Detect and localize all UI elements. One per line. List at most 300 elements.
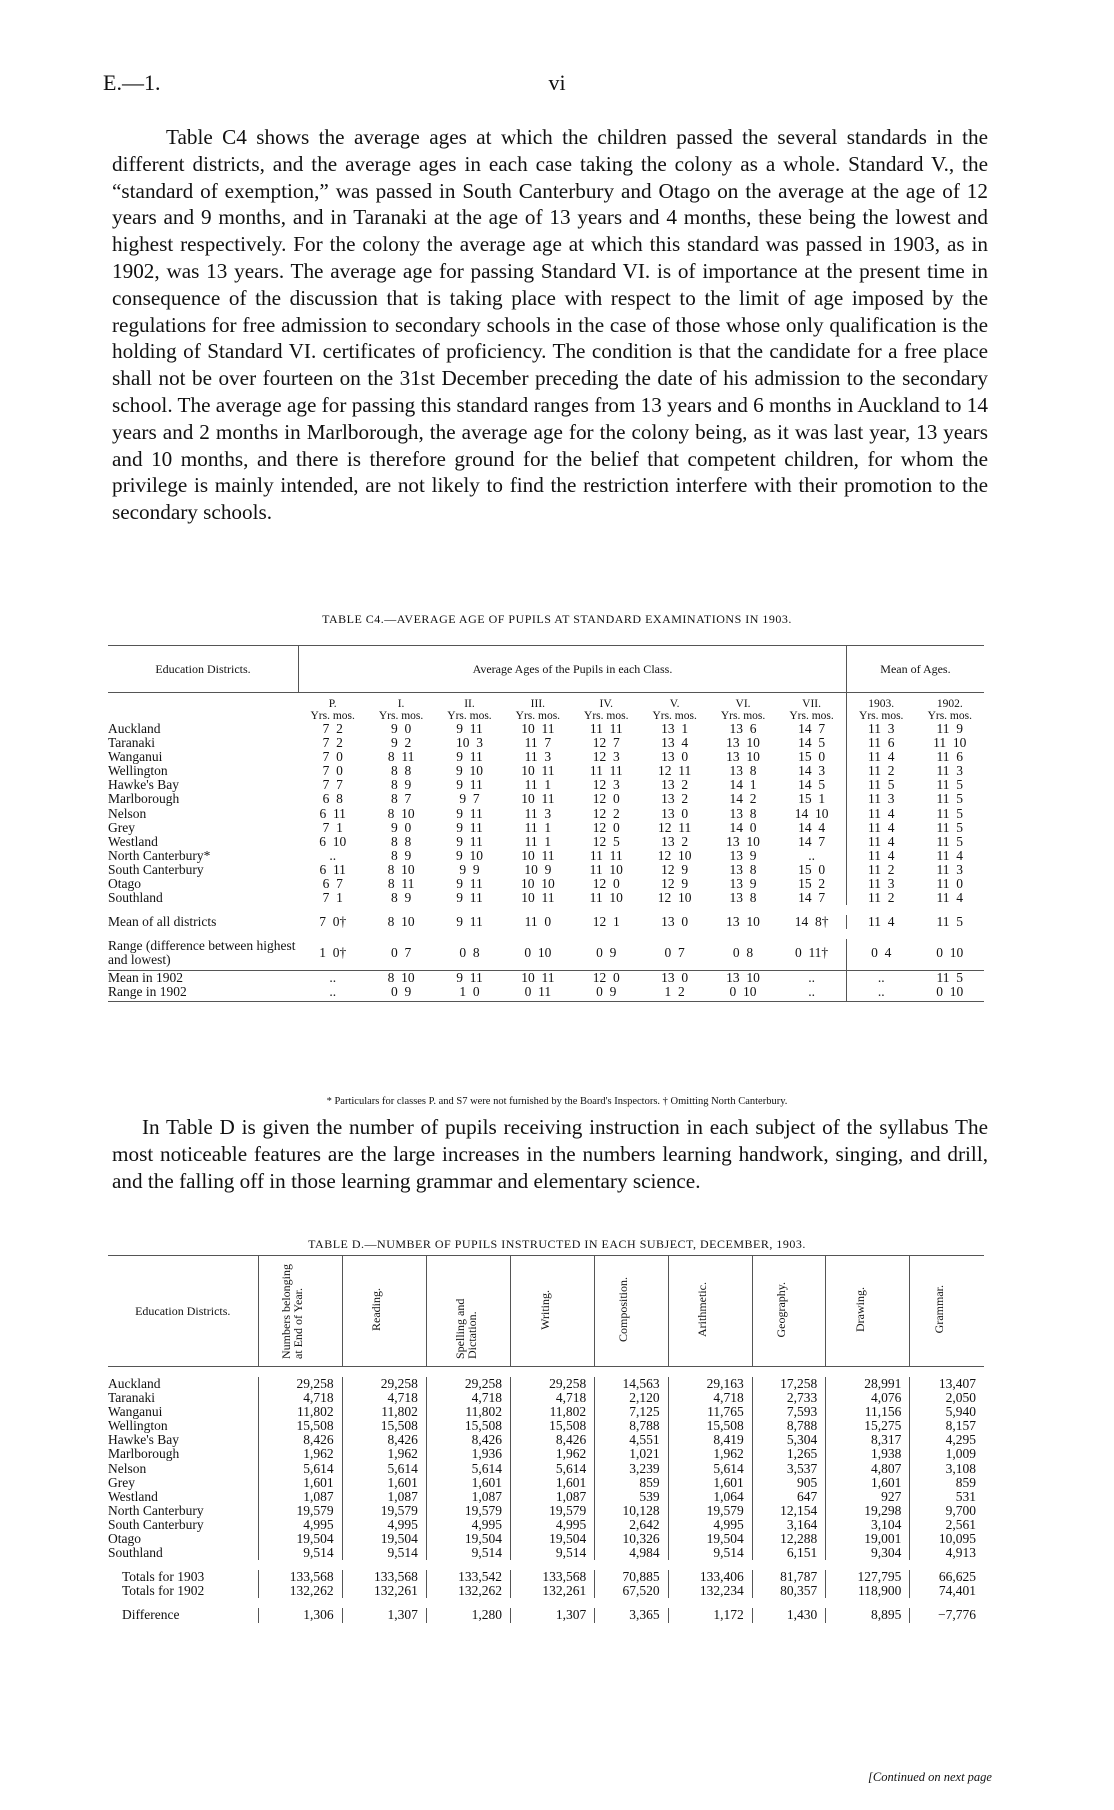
count-cell: 28,991 xyxy=(826,1377,910,1391)
age-cell: 9 0 xyxy=(390,819,412,835)
age-cell: 13 0 xyxy=(661,749,689,765)
age-cell: 15 0 xyxy=(798,861,826,877)
table-row xyxy=(108,807,984,821)
count-cell: 2,050 xyxy=(910,1391,984,1405)
count-cell: 6,151 xyxy=(752,1546,825,1560)
class-name: III. xyxy=(530,698,546,710)
count-cell: 7,593 xyxy=(752,1405,825,1419)
age-cell: 0 4 xyxy=(846,939,915,970)
count-cell: 1,962 xyxy=(258,1447,342,1461)
count-cell: 3,239 xyxy=(595,1462,668,1476)
age-cell: 11 5 xyxy=(936,777,964,793)
age-cell: 8 8 xyxy=(390,763,412,779)
table-row xyxy=(108,750,984,764)
count-cell: 3,104 xyxy=(826,1518,910,1532)
age-cell: 12 1 xyxy=(592,914,620,930)
table-row xyxy=(108,863,984,877)
count-cell: 9,700 xyxy=(910,1504,984,1518)
district-name: Grey xyxy=(108,1474,135,1490)
age-cell: 11 11 xyxy=(589,721,623,736)
age-cell: 9 11 xyxy=(456,914,483,930)
age-cell: 12 11 xyxy=(658,819,692,835)
count-cell: 132,234 xyxy=(668,1584,752,1598)
age-cell: .. xyxy=(329,969,337,985)
district-name: Westland xyxy=(108,1488,158,1504)
count-cell: 859 xyxy=(595,1476,668,1490)
table-row xyxy=(108,849,984,863)
count-cell: 14,563 xyxy=(595,1377,668,1391)
count-cell: 4,295 xyxy=(910,1433,984,1447)
district-name: South Canterbury xyxy=(108,861,204,877)
subject-header-label: Reading. xyxy=(369,1287,384,1331)
count-cell: 12,154 xyxy=(752,1504,825,1518)
age-cell: 8 11 xyxy=(387,749,415,765)
age-cell: 12 0 xyxy=(592,969,620,985)
count-cell: 531 xyxy=(910,1490,984,1504)
count-cell: 8,788 xyxy=(595,1419,668,1433)
age-cell: 0 10 xyxy=(916,985,984,1002)
age-cell: 1 0† xyxy=(299,939,367,970)
age-cell: 13 0 xyxy=(661,914,689,930)
table-row xyxy=(108,1476,984,1490)
count-cell: 127,795 xyxy=(826,1570,910,1584)
age-cell: .. xyxy=(777,985,846,1002)
age-cell: 14 10 xyxy=(794,805,829,821)
count-cell: 15,508 xyxy=(426,1419,510,1433)
age-cell: 11 10 xyxy=(589,890,623,906)
table-row xyxy=(108,1419,984,1433)
count-cell: 19,579 xyxy=(668,1504,752,1518)
count-cell: 9,514 xyxy=(511,1546,595,1560)
class-header-cell xyxy=(299,693,367,723)
count-cell: 8,426 xyxy=(426,1433,510,1447)
count-cell: 1,087 xyxy=(342,1490,426,1504)
count-cell: 19,001 xyxy=(826,1532,910,1546)
age-cell: 0 8 xyxy=(435,939,503,970)
age-cell: 11 5 xyxy=(936,914,964,930)
count-cell: 1,938 xyxy=(826,1447,910,1461)
age-cell: 0 10 xyxy=(504,939,572,970)
age-cell: 13 2 xyxy=(661,777,689,793)
count-cell: 5,614 xyxy=(426,1462,510,1476)
count-cell: 1,962 xyxy=(668,1447,752,1461)
table-row xyxy=(108,970,984,985)
table-row xyxy=(108,891,984,905)
age-cell: 11 11 xyxy=(589,847,623,863)
count-cell: 11,802 xyxy=(426,1405,510,1419)
subject-header-label: Arithmetic. xyxy=(695,1281,710,1337)
age-cell: 7 0 xyxy=(322,749,343,765)
table-row xyxy=(108,1584,984,1598)
class-name: II. xyxy=(464,698,475,710)
age-cell: 0 9 xyxy=(572,985,640,1002)
count-cell: 8,426 xyxy=(258,1433,342,1447)
subject-header-cell xyxy=(668,1256,752,1367)
count-cell: 1,087 xyxy=(511,1490,595,1504)
class-units: Yrs. mos. xyxy=(584,709,629,722)
count-cell: 1,087 xyxy=(258,1490,342,1504)
class-name: I. xyxy=(397,698,405,710)
header-average-ages: Average Ages of the Pupils in each Class. xyxy=(299,646,847,693)
age-cell: 6 11 xyxy=(319,861,346,877)
age-cell: 13 0 xyxy=(661,969,689,985)
count-cell: 133,568 xyxy=(258,1570,342,1584)
age-cell: 13 10 xyxy=(726,749,760,765)
count-cell: 1,265 xyxy=(752,1447,825,1461)
age-cell: 6 8 xyxy=(322,791,343,807)
age-cell: 12 11 xyxy=(658,763,692,779)
count-cell: 132,261 xyxy=(342,1584,426,1598)
age-cell: 11 3 xyxy=(524,805,552,821)
age-cell: 11 10 xyxy=(933,735,967,751)
age-cell: 6 10 xyxy=(319,833,347,849)
age-cell: 0 11† xyxy=(777,939,846,970)
class-header-cell xyxy=(367,693,435,723)
count-cell: 4,718 xyxy=(258,1391,342,1405)
count-cell: 4,718 xyxy=(668,1391,752,1405)
age-cell: 11 3 xyxy=(936,861,964,877)
subject-header-cell xyxy=(426,1256,510,1367)
table-row xyxy=(108,877,984,891)
subject-header-cell xyxy=(342,1256,426,1367)
class-units: Yrs. mos. xyxy=(515,709,561,722)
age-cell: 11 9 xyxy=(936,721,964,736)
count-cell: 19,298 xyxy=(826,1504,910,1518)
count-cell: 29,163 xyxy=(668,1377,752,1391)
district-name: Wellington xyxy=(108,1418,168,1434)
count-cell: 9,514 xyxy=(668,1546,752,1560)
count-cell: 8,419 xyxy=(668,1433,752,1447)
age-cell: 13 9 xyxy=(729,847,757,863)
age-cell: 0 7 xyxy=(640,939,708,970)
age-cell: 11 7 xyxy=(524,735,552,751)
age-cell: 9 10 xyxy=(455,847,483,863)
count-cell: 11,802 xyxy=(342,1405,426,1419)
age-cell: 11 6 xyxy=(936,749,964,765)
age-cell: 9 7 xyxy=(459,791,480,807)
class-units: Yrs. mos. xyxy=(378,709,424,722)
count-cell: 133,568 xyxy=(511,1570,595,1584)
age-cell: 12 5 xyxy=(592,833,620,849)
district-name: Auckland xyxy=(108,1376,161,1391)
age-cell: 11 0 xyxy=(524,914,552,930)
district-name: Marlborough xyxy=(108,1446,180,1462)
subject-header-cell xyxy=(752,1256,825,1367)
count-cell: 3,108 xyxy=(910,1462,984,1476)
count-cell: 3,365 xyxy=(595,1608,668,1622)
table-c4 xyxy=(108,645,984,1002)
count-cell: 11,765 xyxy=(668,1405,752,1419)
age-cell: 13 10 xyxy=(726,735,760,751)
table-c4-footnote: * Particulars for classes P. and S7 were not furnished by the Board's Inspectors. † Omitting North Canterbury. xyxy=(326,1096,788,1107)
count-cell: 4,718 xyxy=(426,1391,510,1405)
table-row xyxy=(108,1433,984,1447)
count-cell: 19,504 xyxy=(668,1532,752,1546)
count-cell: 1,601 xyxy=(426,1476,510,1490)
age-cell: 10 11 xyxy=(521,721,555,736)
row-label: Mean of all districts xyxy=(108,914,217,930)
age-cell: 12 10 xyxy=(657,890,692,906)
age-cell: 11 4 xyxy=(846,750,915,764)
count-cell: 74,401 xyxy=(910,1584,984,1598)
age-cell: 7 7 xyxy=(322,777,343,793)
age-cell: 8 8 xyxy=(390,833,412,849)
age-cell: 13 10 xyxy=(726,969,760,985)
count-cell: 133,542 xyxy=(426,1570,510,1584)
table-row xyxy=(108,1546,984,1560)
age-cell: 14 5 xyxy=(798,777,826,793)
age-cell: .. xyxy=(808,969,815,985)
count-cell: 1,936 xyxy=(426,1447,510,1461)
age-cell: .. xyxy=(846,970,915,985)
age-cell: 15 1 xyxy=(798,791,826,807)
age-cell: 8 11 xyxy=(387,876,415,892)
age-cell: 11 5 xyxy=(936,833,964,849)
count-cell: 1,306 xyxy=(258,1608,342,1622)
age-cell: 9 9 xyxy=(459,861,480,877)
age-cell: 11 2 xyxy=(846,764,915,778)
age-cell: 0 9 xyxy=(572,939,640,970)
district-name: Grey xyxy=(108,819,135,835)
row-label: Totals for 1903 xyxy=(122,1569,205,1585)
age-cell: .. xyxy=(299,985,367,1002)
table-row xyxy=(108,1532,984,1546)
district-name: Auckland xyxy=(108,721,161,736)
paragraph-text: Table C4 shows the average ages at which the children passed the several standards in the different districts, and the average ages in each case taking the colony as a whole. Standard V., the “standard of exemption,” was passed in South Canterbury and Otago on the average at the age of 12 years and 9 months, and in Taranaki at the age of 13 years and 4 months, these being the lowest and highest respectively. For the colony the average age at which this standard was passed in 1903, as in 1902, was 13 years. The average age for passing Standard VI. is of importance at the present time in consequence of the discussion that is taking place with respect to the limit of age imposed by the regulations for free admission to secondary schools in the case of those whose only qualification is the holding of Standard VI. certificates of proficiency. The condition is that the candidate for a free place shall not be over fourteen on the 31st December preceding the date of his admission to the secondary school. The average age for passing this standard ranges from 13 years and 6 months in Auckland to 14 years and 2 months in Marlborough, the average age for the colony being, as it was last year, 13 years and 10 months, and there is therefore ground for the belief that competent children, for whom the privilege is mainly intended, are not likely to find the restriction interfere with their promotion to the secondary schools. xyxy=(112,125,988,525)
count-cell: 2,733 xyxy=(752,1391,825,1405)
age-cell: 8 10 xyxy=(387,805,415,821)
count-cell: 4,807 xyxy=(826,1462,910,1476)
age-cell: 11 3 xyxy=(524,749,552,765)
age-cell: 13 8 xyxy=(729,861,757,877)
continued-note: [Continued on next page xyxy=(868,1770,992,1784)
age-cell: 11 4 xyxy=(936,847,964,863)
age-cell: 11 5 xyxy=(846,778,915,792)
count-cell: 4,718 xyxy=(342,1391,426,1405)
table-row xyxy=(108,915,984,929)
class-units: Yrs. mos. xyxy=(927,709,972,722)
age-cell: 11 5 xyxy=(936,805,964,821)
class-header-cell xyxy=(916,693,984,723)
age-cell: 14 8† xyxy=(794,914,829,930)
count-cell: 10,326 xyxy=(595,1532,668,1546)
class-header-cell xyxy=(846,693,915,723)
age-cell: 11 4 xyxy=(846,807,915,821)
count-cell: 15,508 xyxy=(342,1419,426,1433)
count-cell: 10,128 xyxy=(595,1504,668,1518)
count-cell: 1,962 xyxy=(342,1447,426,1461)
age-cell: 0 10 xyxy=(916,939,984,970)
age-cell: 11 10 xyxy=(589,861,623,877)
age-cell: 7 0 xyxy=(322,763,343,779)
age-cell: 9 11 xyxy=(456,777,483,793)
count-cell: 1,601 xyxy=(258,1476,342,1490)
age-cell: 15 2 xyxy=(798,876,826,892)
count-cell: 1,021 xyxy=(595,1447,668,1461)
district-name: Otago xyxy=(108,1531,141,1547)
count-cell: 10,095 xyxy=(910,1532,984,1546)
class-name: 1903. xyxy=(868,698,895,710)
count-cell: 3,164 xyxy=(752,1518,825,1532)
age-cell: 6 7 xyxy=(322,876,343,892)
count-cell: 29,258 xyxy=(342,1377,426,1391)
count-cell: 19,579 xyxy=(511,1504,595,1518)
age-cell: 13 9 xyxy=(729,876,757,892)
age-cell: 8 9 xyxy=(390,847,412,863)
age-cell: 10 10 xyxy=(520,876,555,892)
district-name: Otago xyxy=(108,876,141,892)
count-cell: 132,262 xyxy=(258,1584,342,1598)
count-cell: 19,579 xyxy=(342,1504,426,1518)
district-name: Southland xyxy=(108,890,163,906)
table-row xyxy=(108,778,984,792)
age-cell: 13 10 xyxy=(726,914,760,930)
age-cell: 11 1 xyxy=(524,819,552,835)
count-cell: 1,601 xyxy=(342,1476,426,1490)
table-row xyxy=(108,835,984,849)
header-mean-of-ages: Mean of Ages. xyxy=(846,646,984,693)
count-cell: 927 xyxy=(826,1490,910,1504)
age-cell: 14 7 xyxy=(798,890,826,906)
age-cell: 14 1 xyxy=(729,777,757,793)
age-cell: 7 0† xyxy=(319,914,347,930)
count-cell: 8,157 xyxy=(910,1419,984,1433)
district-name: Nelson xyxy=(108,1460,147,1476)
count-cell: 1,087 xyxy=(426,1490,510,1504)
count-cell: 9,514 xyxy=(258,1546,342,1560)
class-header-cell xyxy=(777,693,846,723)
age-cell: 9 11 xyxy=(456,749,483,765)
district-name: Wanganui xyxy=(108,1404,163,1420)
age-cell: 10 11 xyxy=(521,847,555,863)
count-cell: 4,995 xyxy=(426,1518,510,1532)
count-cell: 19,504 xyxy=(426,1532,510,1546)
district-name: Taranaki xyxy=(108,735,156,751)
age-cell: 10 11 xyxy=(521,791,555,807)
age-cell: 11 4 xyxy=(936,890,964,906)
count-cell: 5,304 xyxy=(752,1433,825,1447)
class-header-cell xyxy=(709,693,777,723)
table-c4-caption: TABLE C4.—AVERAGE AGE OF PUPILS AT STANDARD EXAMINATIONS IN 1903. xyxy=(322,612,792,626)
age-cell: 13 8 xyxy=(729,805,757,821)
count-cell: 19,579 xyxy=(426,1504,510,1518)
age-cell: 9 11 xyxy=(456,805,483,821)
table-row xyxy=(108,792,984,806)
class-units: Yrs. mos. xyxy=(789,709,834,722)
subject-header-label: Geography. xyxy=(773,1281,788,1338)
age-cell: 8 9 xyxy=(390,777,412,793)
age-cell: 13 0 xyxy=(661,805,689,821)
district-name: Wellington xyxy=(108,763,168,779)
class-header-row xyxy=(108,693,984,723)
age-cell: .. xyxy=(808,847,815,863)
table-d-caption: TABLE D.—NUMBER OF PUPILS INSTRUCTED IN EACH SUBJECT, DECEMBER, 1903. xyxy=(308,1237,806,1251)
table-c4-header-row xyxy=(108,646,984,693)
count-cell: 8,895 xyxy=(826,1608,910,1622)
age-cell: 0 9 xyxy=(367,985,435,1002)
count-cell: 1,601 xyxy=(511,1476,595,1490)
age-cell: 13 2 xyxy=(661,791,689,807)
count-cell: 5,614 xyxy=(258,1462,342,1476)
age-cell: 0 10 xyxy=(709,985,777,1002)
age-cell: 9 11 xyxy=(456,833,483,849)
count-cell: 15,508 xyxy=(668,1419,752,1433)
count-cell: −7,776 xyxy=(910,1608,984,1622)
count-cell: 29,258 xyxy=(511,1377,595,1391)
class-units: Yrs. mos. xyxy=(310,709,355,722)
age-cell: 13 8 xyxy=(729,890,757,906)
table-row xyxy=(108,1490,984,1504)
table-row xyxy=(108,736,984,750)
header-education-districts: Education Districts. xyxy=(108,646,299,693)
table-row xyxy=(108,1405,984,1419)
class-name: VII. xyxy=(802,698,821,710)
count-cell: 11,156 xyxy=(826,1405,910,1419)
count-cell: 1,307 xyxy=(511,1608,595,1622)
class-header-cell xyxy=(435,693,503,723)
district-name: North Canterbury xyxy=(108,1502,204,1518)
row-label: Range (difference between highest and lowest) xyxy=(108,939,299,970)
count-cell: 539 xyxy=(595,1490,668,1504)
class-name: VI. xyxy=(735,698,751,710)
district-name: South Canterbury xyxy=(108,1516,204,1532)
age-cell: 9 11 xyxy=(456,876,483,892)
age-cell: 0 8 xyxy=(709,939,777,970)
subject-header-label: Numbers belonging at End of Year. xyxy=(279,1264,306,1360)
age-cell: 15 0 xyxy=(798,749,826,765)
count-cell: 5,614 xyxy=(511,1462,595,1476)
class-header-blank xyxy=(108,693,299,723)
age-cell: 12 0 xyxy=(592,819,620,835)
district-name: Marlborough xyxy=(108,791,180,807)
age-cell: 14 0 xyxy=(729,819,757,835)
table-c4-body xyxy=(108,693,984,1002)
table-row xyxy=(108,1462,984,1476)
age-cell: 12 9 xyxy=(661,876,689,892)
count-cell: 4,995 xyxy=(342,1518,426,1532)
age-cell: 11 6 xyxy=(846,736,915,750)
count-cell: 81,787 xyxy=(752,1570,825,1584)
count-cell: 70,885 xyxy=(595,1570,668,1584)
table-row xyxy=(108,1391,984,1405)
subject-header-label: Drawing. xyxy=(852,1286,867,1332)
age-cell: 12 10 xyxy=(657,847,692,863)
age-cell: 13 1 xyxy=(661,721,689,736)
count-cell: 8,426 xyxy=(342,1433,426,1447)
subject-header-label: Grammar. xyxy=(932,1285,947,1334)
age-cell: 14 7 xyxy=(798,721,826,736)
count-cell: 132,262 xyxy=(426,1584,510,1598)
table-row xyxy=(108,985,984,1002)
count-cell: 2,642 xyxy=(595,1518,668,1532)
count-cell: 80,357 xyxy=(752,1584,825,1598)
subject-header-label: Composition. xyxy=(616,1276,631,1342)
spacer-row xyxy=(108,1598,984,1608)
subject-header-cell xyxy=(258,1256,342,1367)
class-name: IV. xyxy=(599,698,614,710)
count-cell: 1,601 xyxy=(826,1476,910,1490)
district-name: Westland xyxy=(108,833,158,849)
district-name: Southland xyxy=(108,1545,163,1561)
age-cell: 11 2 xyxy=(846,863,915,877)
count-cell: 8,788 xyxy=(752,1419,825,1433)
count-cell: 15,275 xyxy=(826,1419,910,1433)
age-cell: 7 2 xyxy=(322,721,343,736)
table-row xyxy=(108,1608,984,1622)
count-cell: 17,258 xyxy=(752,1377,825,1391)
table-row xyxy=(108,939,984,970)
age-cell: 11 11 xyxy=(589,763,623,779)
